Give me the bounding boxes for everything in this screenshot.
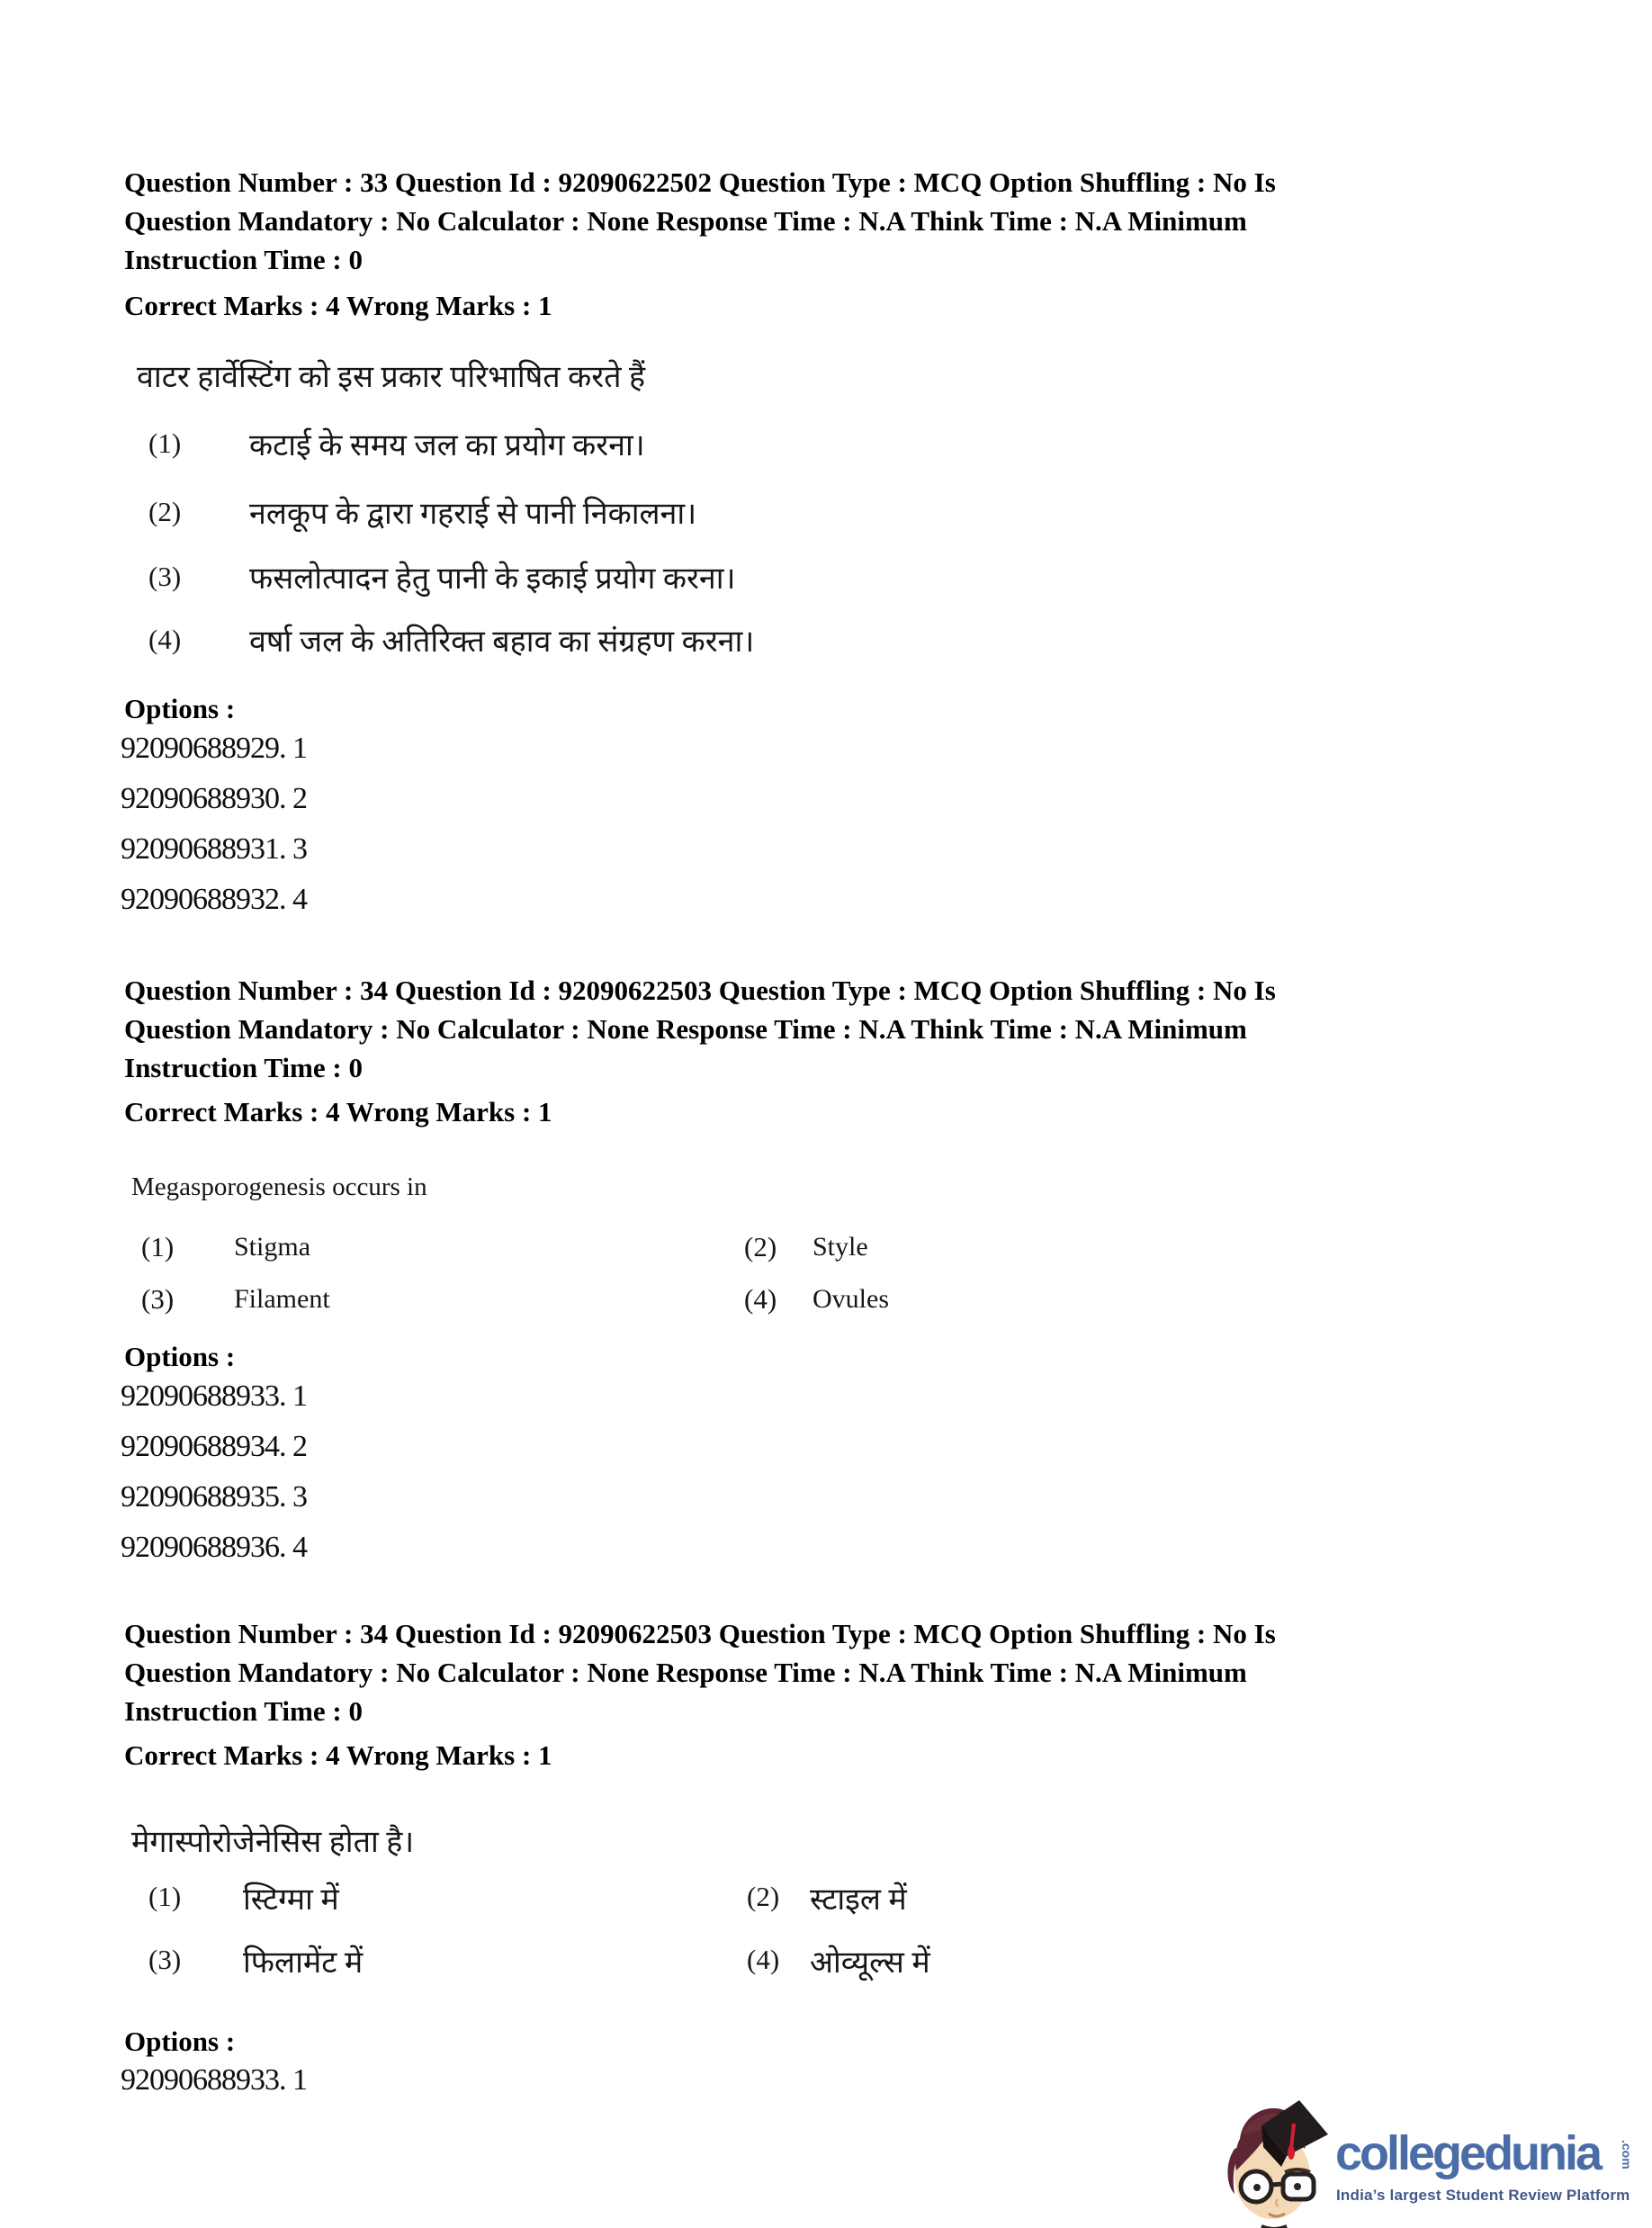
choice-number: (1) <box>141 1231 175 1262</box>
choice-number: (2) <box>148 496 182 527</box>
choice-number: (1) <box>148 427 182 459</box>
choice-number: (4) <box>747 1944 780 1975</box>
choice-text: Stigma <box>234 1232 311 1262</box>
option-id-row: 92090688935. 3 <box>121 1480 307 1514</box>
question-stem: Megasporogenesis occurs in <box>131 1172 427 1201</box>
option-id-row: 92090688933. 1 <box>121 1379 307 1413</box>
choice-text: स्टाइल में <box>810 1883 907 1917</box>
choice-number: (4) <box>148 624 182 655</box>
question-header-line: Question Mandatory : No Calculator : None Response Time : N.A Think Time : N.A Minimum <box>124 205 1247 237</box>
choice-text: स्टिग्मा में <box>243 1883 339 1917</box>
question-header-line: Question Mandatory : No Calculator : None Response Time : N.A Think Time : N.A Minimum <box>124 1013 1247 1045</box>
collegedunia-mascot-icon <box>1222 2093 1332 2228</box>
collegedunia-tld-text: .com <box>1620 2140 1634 2170</box>
collegedunia-brand-text: collegedunia <box>1335 2126 1601 2180</box>
marks-line: Correct Marks : 4 Wrong Marks : 1 <box>124 1096 552 1127</box>
choice-number: (2) <box>744 1231 777 1262</box>
choice-text: Ovules <box>813 1284 889 1314</box>
options-heading: Options : <box>124 2026 236 2057</box>
choice-number: (1) <box>148 1881 182 1912</box>
option-id-row: 92090688932. 4 <box>121 883 307 916</box>
option-id-row: 92090688929. 1 <box>121 732 307 765</box>
choice-text: कटाई के समय जल का प्रयोग करना। <box>249 429 645 463</box>
option-id-row: 92090688930. 2 <box>121 782 307 815</box>
option-id-row: 92090688931. 3 <box>121 832 307 866</box>
question-header-line: Instruction Time : 0 <box>124 244 363 275</box>
choice-text: फसलोत्पादन हेतु पानी के इकाई प्रयोग करना। <box>249 562 736 596</box>
choice-number: (2) <box>747 1881 780 1912</box>
question-header <box>124 1614 1276 1730</box>
collegedunia-logo <box>1220 2062 1652 2228</box>
question-header-line: Instruction Time : 0 <box>124 1695 363 1727</box>
choice-text: Style <box>813 1232 868 1262</box>
option-id-row-clipped: 92090688933. 1 <box>121 2063 307 2097</box>
marks-line: Correct Marks : 4 Wrong Marks : 1 <box>124 290 552 321</box>
choice-number: (3) <box>148 1944 182 1975</box>
choice-text: वर्षा जल के अतिरिक्त बहाव का संग्रहण करना। <box>249 625 755 659</box>
choice-number: (3) <box>141 1283 175 1315</box>
collegedunia-tagline: India’s largest Student Review Platform <box>1336 2187 1630 2204</box>
option-id-row: 92090688936. 4 <box>121 1531 307 1564</box>
choice-number: (4) <box>744 1283 777 1315</box>
question-stem: वाटर हार्वेस्टिंग को इस प्रकार परिभाषित करते हैं <box>137 361 646 394</box>
choice-number: (3) <box>148 561 182 592</box>
options-heading: Options : <box>124 693 236 724</box>
choice-text: ओव्यूल्स में <box>810 1946 930 1980</box>
question-header-line: Question Mandatory : No Calculator : None Response Time : N.A Think Time : N.A Minimum <box>124 1657 1247 1688</box>
question-stem: मेगास्पोरोजेनेसिस होता है। <box>131 1826 415 1859</box>
question-header-line: Question Number : 34 Question Id : 92090622503 Question Type : MCQ Option Shuffling : No Is <box>124 1618 1276 1649</box>
marks-line: Correct Marks : 4 Wrong Marks : 1 <box>124 1739 552 1771</box>
option-id-row: 92090688934. 2 <box>121 1430 307 1463</box>
question-header-line: Instruction Time : 0 <box>124 1052 363 1083</box>
choice-text: नलकूप के द्वारा गहराई से पानी निकालना। <box>249 498 697 531</box>
question-header-line: Question Number : 34 Question Id : 92090622503 Question Type : MCQ Option Shuffling : No Is <box>124 975 1276 1006</box>
choice-text: Filament <box>234 1284 330 1314</box>
question-header-line: Question Number : 33 Question Id : 92090622502 Question Type : MCQ Option Shuffling : No Is <box>124 166 1276 198</box>
choice-text: फिलामेंट में <box>243 1946 364 1980</box>
options-heading: Options : <box>124 1341 236 1372</box>
